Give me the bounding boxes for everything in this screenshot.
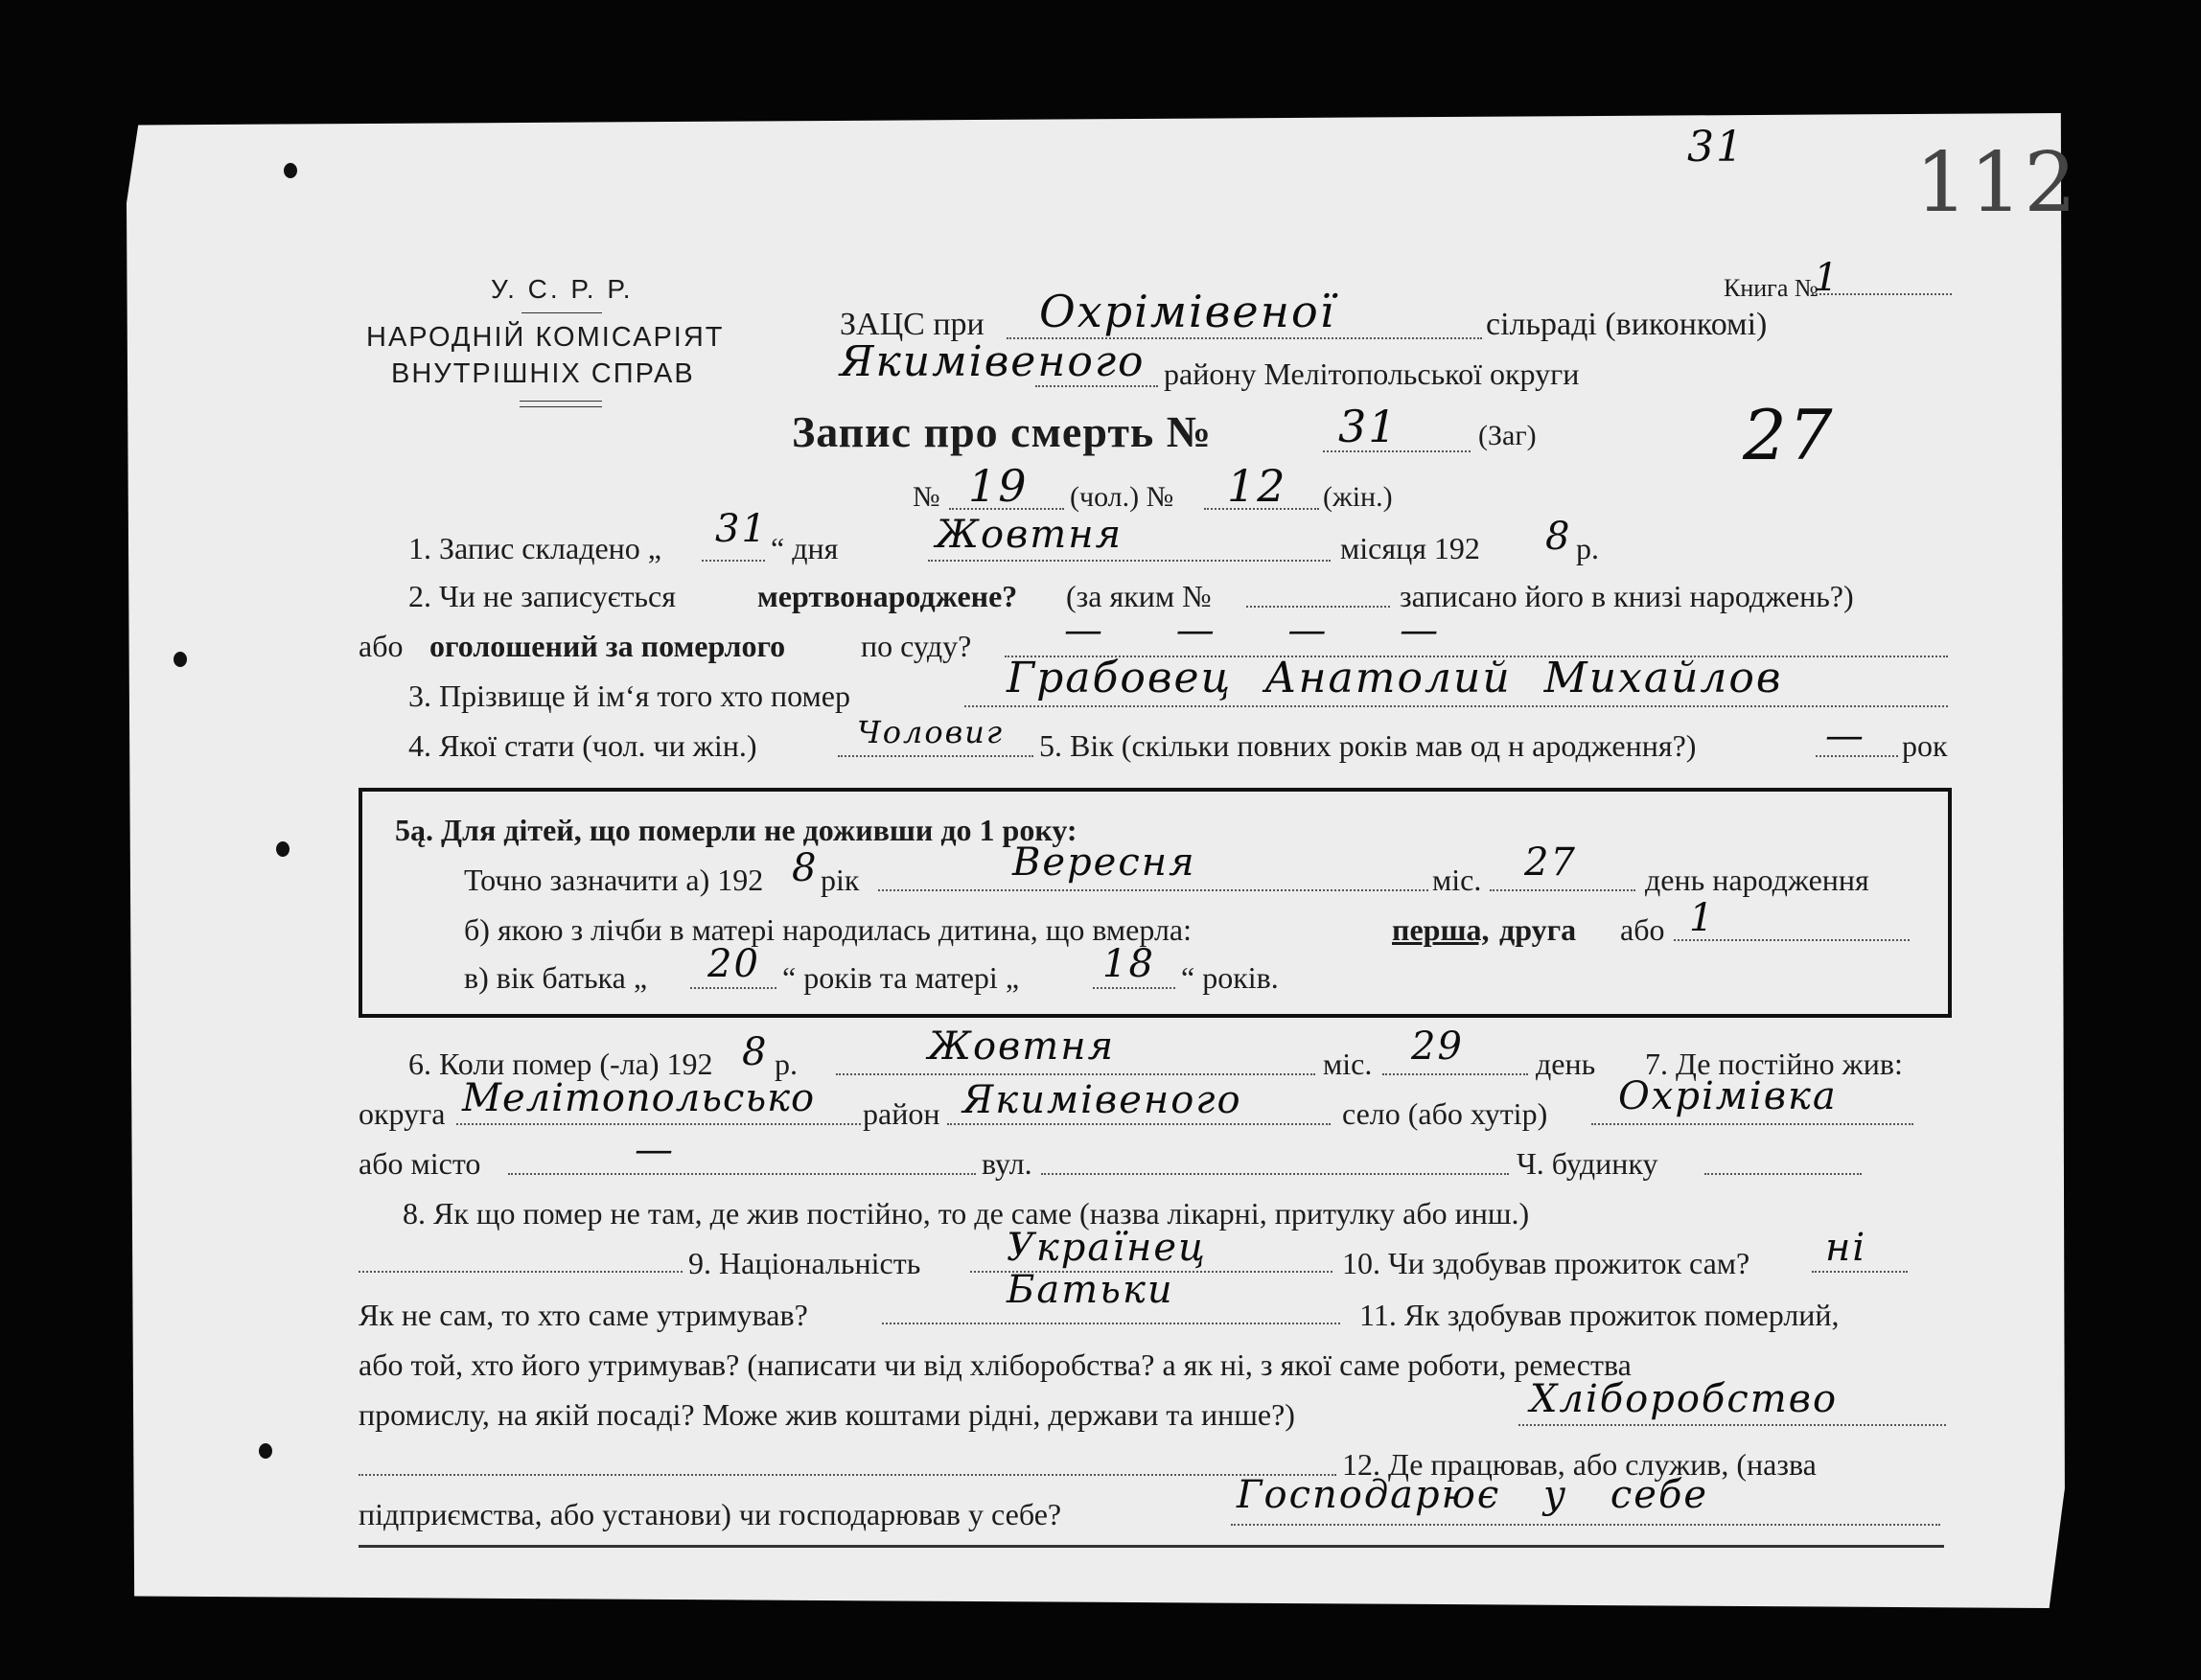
birth-month: Вересня bbox=[1012, 840, 1196, 885]
q10b-value: Батьки bbox=[1007, 1268, 1174, 1312]
q11-label: 11. Як здобував прожиток померлий, bbox=[1359, 1298, 1840, 1332]
death-year-digit: 8 bbox=[742, 1030, 769, 1074]
infant-a-label: Точно зазначити а) 192 bbox=[464, 863, 764, 897]
q3-label: 3. Прізвище й ім‘я того хто помер bbox=[408, 679, 850, 713]
mother-age: 18 bbox=[1102, 942, 1155, 986]
q7-label: 7. Де постійно жив: bbox=[1645, 1047, 1903, 1081]
workplace-value: Господарює у себе bbox=[1237, 1473, 1709, 1517]
death-month-label: міс. bbox=[1323, 1047, 1373, 1081]
okruga-line bbox=[456, 1123, 861, 1125]
q2-line2-a: або bbox=[359, 629, 404, 663]
q1-label: 1. Запис складено „ bbox=[408, 531, 661, 565]
birth-day-label: день народження bbox=[1645, 863, 1869, 897]
ussr-label: У. С. Р. Р. bbox=[491, 274, 634, 304]
infant-c-end: “ років. bbox=[1181, 960, 1279, 995]
q1-month-line bbox=[928, 560, 1331, 562]
infant-c-label: в) вік батька „ bbox=[464, 960, 648, 995]
q2-line2-b: по суду? bbox=[861, 629, 972, 663]
commissariat-line2: ВНУТРІШНІХ СПРАВ bbox=[391, 358, 695, 389]
vul-label: вул. bbox=[982, 1146, 1032, 1181]
binder-hole bbox=[174, 652, 187, 667]
corner-number: 31 bbox=[1687, 123, 1745, 172]
q2-stillborn: мертвонароджене? bbox=[757, 579, 1018, 613]
okruga-label: округа bbox=[359, 1096, 446, 1131]
book-number: 1 bbox=[1814, 256, 1841, 300]
infant-heading: 5ą. Для дітей, що померли не доживши до 1 року: bbox=[395, 813, 1077, 847]
zag-label: (Заг) bbox=[1478, 420, 1537, 451]
death-day-label: день bbox=[1536, 1047, 1596, 1081]
male-label: (чол.) № bbox=[1070, 481, 1174, 513]
male-number: 19 bbox=[968, 460, 1029, 512]
record-number: 31 bbox=[1338, 401, 1399, 452]
selrada-name: Охрімівеної bbox=[1039, 286, 1336, 337]
q2-line1-a: 2. Чи не записується bbox=[408, 579, 676, 613]
death-month: Жовтня bbox=[928, 1024, 1116, 1069]
q10b-label: Як не сам, то хто саме утримував? bbox=[359, 1298, 808, 1332]
q1-day-word: “ дня bbox=[771, 531, 839, 565]
raion-line bbox=[947, 1123, 1331, 1125]
corner-mark: 27 bbox=[1743, 395, 1835, 475]
birth-year-digit: 8 bbox=[792, 846, 819, 890]
divider bbox=[521, 312, 602, 313]
q12-line bbox=[1231, 1524, 1940, 1526]
mother-age-line bbox=[1093, 987, 1175, 989]
death-day: 29 bbox=[1411, 1024, 1464, 1069]
q12-blank-line bbox=[359, 1474, 1336, 1476]
sex-value: Чоловиг bbox=[857, 714, 1005, 750]
q1-month-label: місяця 192 bbox=[1340, 531, 1480, 565]
nationality-value: Українец bbox=[1007, 1226, 1207, 1270]
q1-year-digit: 8 bbox=[1545, 515, 1572, 559]
q2-line1-b: (за яким № bbox=[1066, 579, 1212, 613]
q1-year-suffix: р. bbox=[1576, 531, 1599, 565]
q3-line bbox=[964, 705, 1948, 707]
q5-label: 5. Вік (скільки повних років мав од н ародження?) bbox=[1039, 728, 1697, 763]
q2-line1-c: записано його в книзі народжень?) bbox=[1400, 579, 1854, 613]
q1-day-line bbox=[702, 560, 765, 562]
commissariat-line1: НАРОДНІЙ КОМІСАРІЯТ bbox=[366, 322, 725, 353]
district-line bbox=[1035, 385, 1158, 387]
bottom-rule bbox=[359, 1545, 1944, 1548]
district-suffix: району Мелітопольської округи bbox=[1164, 357, 1580, 391]
birth-year-word: рік bbox=[821, 863, 860, 897]
birth-month-label: міс. bbox=[1432, 863, 1482, 897]
selrada-suffix: сільраді (виконкомі) bbox=[1486, 307, 1768, 342]
q10-value: ні bbox=[1825, 1226, 1867, 1270]
raion-value: Якимівеного bbox=[962, 1078, 1242, 1122]
q9-label: 9. Національність bbox=[688, 1246, 921, 1280]
q2-dashes: — — — — bbox=[1064, 609, 1441, 653]
death-month-line bbox=[836, 1073, 1315, 1075]
birth-order-value: 1 bbox=[1689, 896, 1716, 940]
infant-b-label: б) якою з лічби в матері народилась дитина, що вмерла: bbox=[464, 912, 1192, 947]
father-age: 20 bbox=[707, 942, 760, 986]
birth-day: 27 bbox=[1524, 840, 1577, 885]
misto-value: — bbox=[635, 1128, 675, 1172]
death-day-line bbox=[1382, 1073, 1528, 1075]
selo-value: Охрімівка bbox=[1618, 1074, 1838, 1118]
female-label: (жін.) bbox=[1323, 481, 1393, 513]
binder-hole bbox=[276, 841, 290, 857]
q11-line bbox=[1518, 1424, 1946, 1426]
record-title: Запис про смерть № bbox=[792, 407, 1212, 456]
female-number: 12 bbox=[1227, 460, 1287, 512]
budynok-line bbox=[1704, 1173, 1862, 1175]
q12-label: 12. Де працював, або служив, (назва bbox=[1342, 1447, 1817, 1482]
deceased-name: Грабовец Анатолий Михайлов bbox=[1007, 654, 1783, 702]
q4-line bbox=[838, 755, 1033, 757]
divider bbox=[520, 401, 602, 402]
q6-label: 6. Коли помер (-ла) 192 bbox=[408, 1047, 713, 1081]
birth-day-line bbox=[1490, 889, 1635, 891]
infant-c-mid: “ років та матері „ bbox=[782, 960, 1020, 995]
book-label: Книга № bbox=[1724, 274, 1819, 302]
district-name: Якимівеного bbox=[840, 337, 1146, 386]
divider bbox=[520, 406, 602, 407]
q10-label: 10. Чи здобував прожиток сам? bbox=[1342, 1246, 1750, 1280]
misto-label: або місто bbox=[359, 1146, 481, 1181]
q8-label: 8. Як що помер не там, де жив постійно, то де саме (назва лікарні, притулку або инш.) bbox=[403, 1196, 1530, 1231]
birth-order-first: перша, bbox=[1392, 912, 1490, 947]
selo-line bbox=[1591, 1123, 1913, 1125]
binder-hole bbox=[259, 1443, 272, 1459]
father-age-line bbox=[690, 987, 776, 989]
binder-hole bbox=[284, 163, 297, 178]
q10b-line bbox=[882, 1323, 1340, 1324]
birth-month-line bbox=[878, 889, 1428, 891]
q1-month: Жовтня bbox=[936, 513, 1124, 557]
death-year-suffix: р. bbox=[775, 1047, 798, 1081]
q11-line2: або той, хто його утримував? (написати чи від хліборобства? а як ні, з якої саме роботи, ремества bbox=[359, 1347, 1632, 1382]
q2-declared-dead: оголошений за померлого bbox=[429, 629, 786, 663]
q10-line bbox=[1812, 1271, 1908, 1273]
q2-number-line bbox=[1246, 606, 1390, 608]
q8-line bbox=[359, 1271, 683, 1273]
q5-suffix: рок bbox=[1902, 728, 1948, 763]
male-no-label: № bbox=[913, 481, 940, 513]
vul-line bbox=[1041, 1173, 1509, 1175]
zags-prefix: ЗАЦС при bbox=[840, 307, 985, 342]
q11-line3: промислу, на якій посаді? Може жив коштами рідні, держави та инше?) bbox=[359, 1397, 1295, 1432]
misto-line bbox=[508, 1173, 976, 1175]
archive-page-number: 112 bbox=[1915, 135, 2079, 231]
okruga-value: Мелітопольсько bbox=[462, 1076, 816, 1120]
q12-line2: підприємства, або установи) чи господарював у себе? bbox=[359, 1497, 1062, 1531]
selo-label: село (або хутір) bbox=[1342, 1096, 1548, 1131]
age-value: — bbox=[1825, 714, 1865, 758]
birth-order-second: друга bbox=[1499, 912, 1577, 947]
q4-label: 4. Якої стати (чол. чи жін.) bbox=[408, 728, 757, 763]
q1-day: 31 bbox=[715, 507, 768, 551]
budynok-label: Ч. будинку bbox=[1517, 1146, 1658, 1181]
raion-label: район bbox=[863, 1096, 940, 1131]
birth-order-or: або bbox=[1620, 912, 1665, 947]
occupation-value: Хліборобство bbox=[1530, 1377, 1839, 1421]
